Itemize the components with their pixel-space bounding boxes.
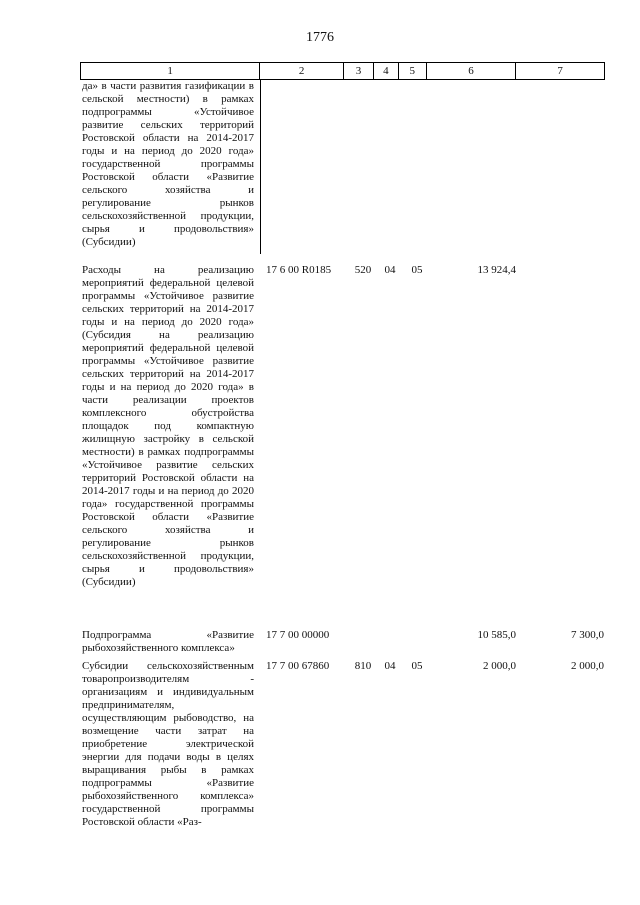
row-sum-6: 10 585,0 xyxy=(477,629,516,641)
row-rz: 04 xyxy=(384,264,396,276)
column-header-4: 4 xyxy=(374,63,399,79)
column-header-1: 1 xyxy=(81,63,260,79)
column-header-5: 5 xyxy=(399,63,427,79)
row-description: Субсидии сельскохозяйственным товаропроизводителям - организациям и индивидуальным предпринимателям, осуществляющим рыбоводство, на возмещение части затрат на приобретение электрической энергии для подачи воды в целях выращивания рыбы в рамках подпрограммы «Развитие рыбохозяйственного комплекса» государственной программы Ростовской области «Раз- xyxy=(82,660,254,828)
row-code: 17 6 00 R0185 xyxy=(266,264,332,276)
page-number: 1776 xyxy=(306,30,334,45)
row-sum-7: 7 300,0 xyxy=(571,629,604,641)
column-divider xyxy=(260,80,261,254)
row-description: Расходы на реализацию мероприятий федеральной целевой программы «Устойчивое развитие сельских территорий на 2014-2017 годы и на период до 2020 года» (Субсидия на реализацию мероприятий федеральной целевой программы «Устойчивое развитие сельских территорий на 2014-2017 годы и на период до 2020 года» в части реализации проектов комплексного обустройства площадок под компактную жилищную застройку в сельской местности) в рамках подпрограммы «Устойчивое развитие сельских территорий Ростовской области на 2014-2017 годы и на период до 2020 года» государственной программы Ростовской области «Развитие сельского хозяйства и регулирование рынков сельскохозяйственной продукции, сырья и продовольствия» (Субсидии) xyxy=(82,264,254,588)
column-header-3: 3 xyxy=(344,63,374,79)
column-header-7: 7 xyxy=(557,65,563,77)
row-code: 17 7 00 00000 xyxy=(266,629,330,641)
row-pr: 05 xyxy=(411,264,423,276)
table-header xyxy=(80,62,605,80)
row-vr: 520 xyxy=(354,264,372,276)
row-sum-6: 2 000,0 xyxy=(483,660,516,672)
row-code: 17 7 00 67860 xyxy=(266,660,330,672)
column-header-2: 2 xyxy=(260,63,344,79)
row-description: да» в части развития газификации в сельской местности) в рамках подпрограммы «Устойчивое развитие сельских территорий Ростовской области на 2014-2017 годы и на период до 2020 года» государственной программы Ростовской области «Развитие сельского хозяйства и регулирование рынков сельскохозяйственной продукции, сырья и продовольствия» (Субсидии) xyxy=(82,80,254,248)
row-sum-7: 2 000,0 xyxy=(571,660,604,672)
row-sum-6: 13 924,4 xyxy=(477,264,516,276)
column-header-6: 6 xyxy=(427,63,517,79)
row-rz: 04 xyxy=(384,660,396,672)
row-pr: 05 xyxy=(411,660,423,672)
row-description: Подпрограмма «Развитие рыбохозяйственного комплекса» xyxy=(82,629,254,654)
row-vr: 810 xyxy=(354,660,372,672)
